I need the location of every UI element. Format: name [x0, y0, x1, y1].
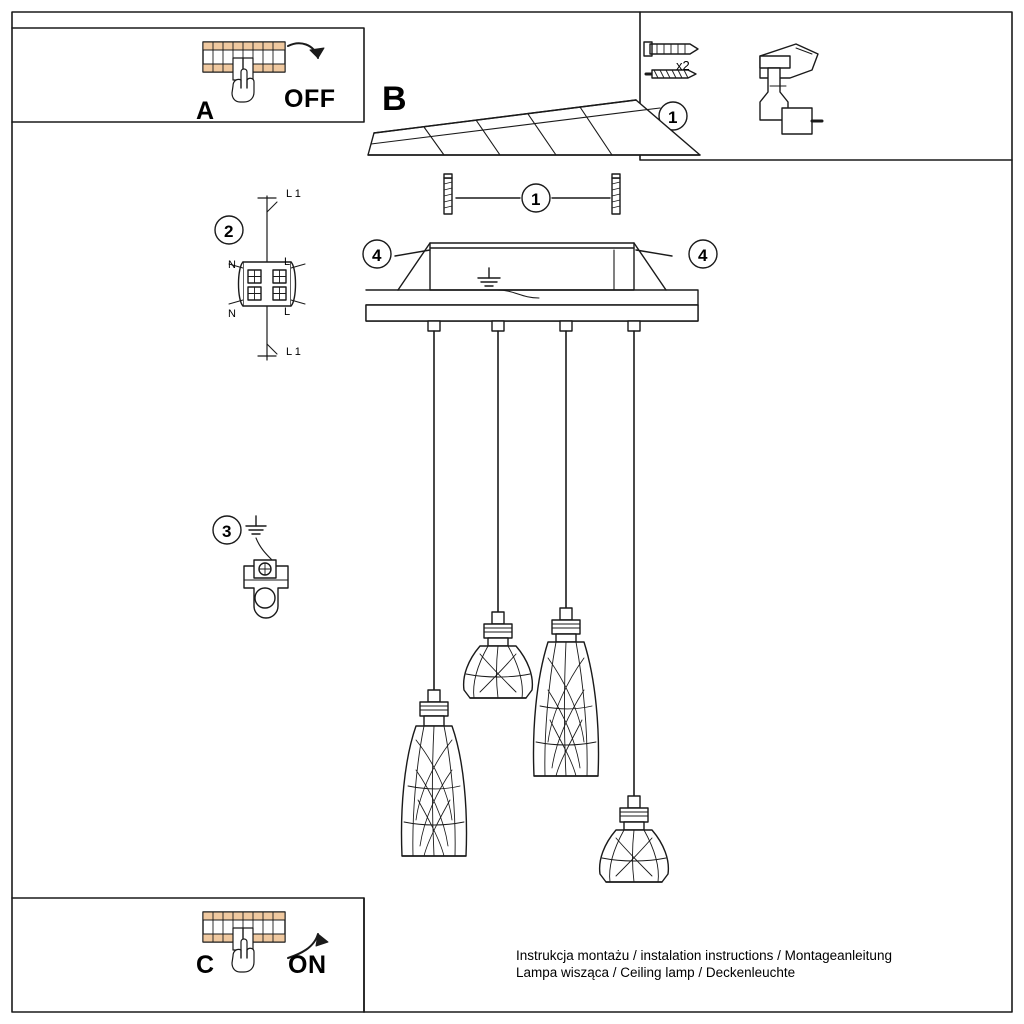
drill-icon — [760, 44, 822, 134]
ceiling-surface — [368, 100, 700, 155]
wall-plug-icon — [644, 42, 698, 56]
callout-1-ceiling-label: 1 — [531, 190, 541, 209]
lamp-shade-elongated — [534, 608, 599, 776]
callout-3-label: 3 — [222, 522, 232, 541]
wire-label-n-bottom: N — [228, 308, 236, 320]
step-b-letter: B — [382, 80, 407, 118]
callout-4-right-label: 4 — [698, 246, 708, 265]
panel-hardware-frame — [640, 12, 1012, 160]
wire-label-l1-top: L 1 — [286, 188, 301, 200]
callout-4-left-label: 4 — [372, 246, 382, 265]
step-a-letter: A — [196, 97, 215, 125]
wire-label-l-bottom: L — [284, 306, 291, 318]
wire-label-l1-bottom: L 1 — [286, 346, 301, 358]
page-border — [12, 12, 1012, 1012]
wire-label-n-top: N — [228, 259, 236, 271]
step-c-state-label: ON — [288, 951, 327, 979]
canopy-plate — [366, 243, 698, 321]
footer-line-1: Instrukcja montażu / instalation instructions / Montageanleitung — [516, 948, 892, 963]
earth-symbol-detail — [246, 516, 266, 534]
hardware-quantity-label: x2 — [676, 58, 690, 73]
step-c-letter: C — [196, 951, 215, 979]
wire-label-l-top: L — [284, 256, 291, 268]
callout-1-hardware-label: 1 — [668, 108, 678, 127]
footer-line-2: Lampa wisząca / Ceiling lamp / Deckenleuchte — [516, 965, 796, 980]
lamp-shade-tall-left — [402, 690, 467, 856]
lamp-shade-diamond-lower — [600, 796, 669, 882]
lamp-shade-diamond-upper — [464, 612, 533, 698]
callout-2-label: 2 — [224, 222, 234, 241]
step-a-state-label: OFF — [284, 85, 336, 113]
panel-a-arrow-icon — [288, 43, 324, 58]
